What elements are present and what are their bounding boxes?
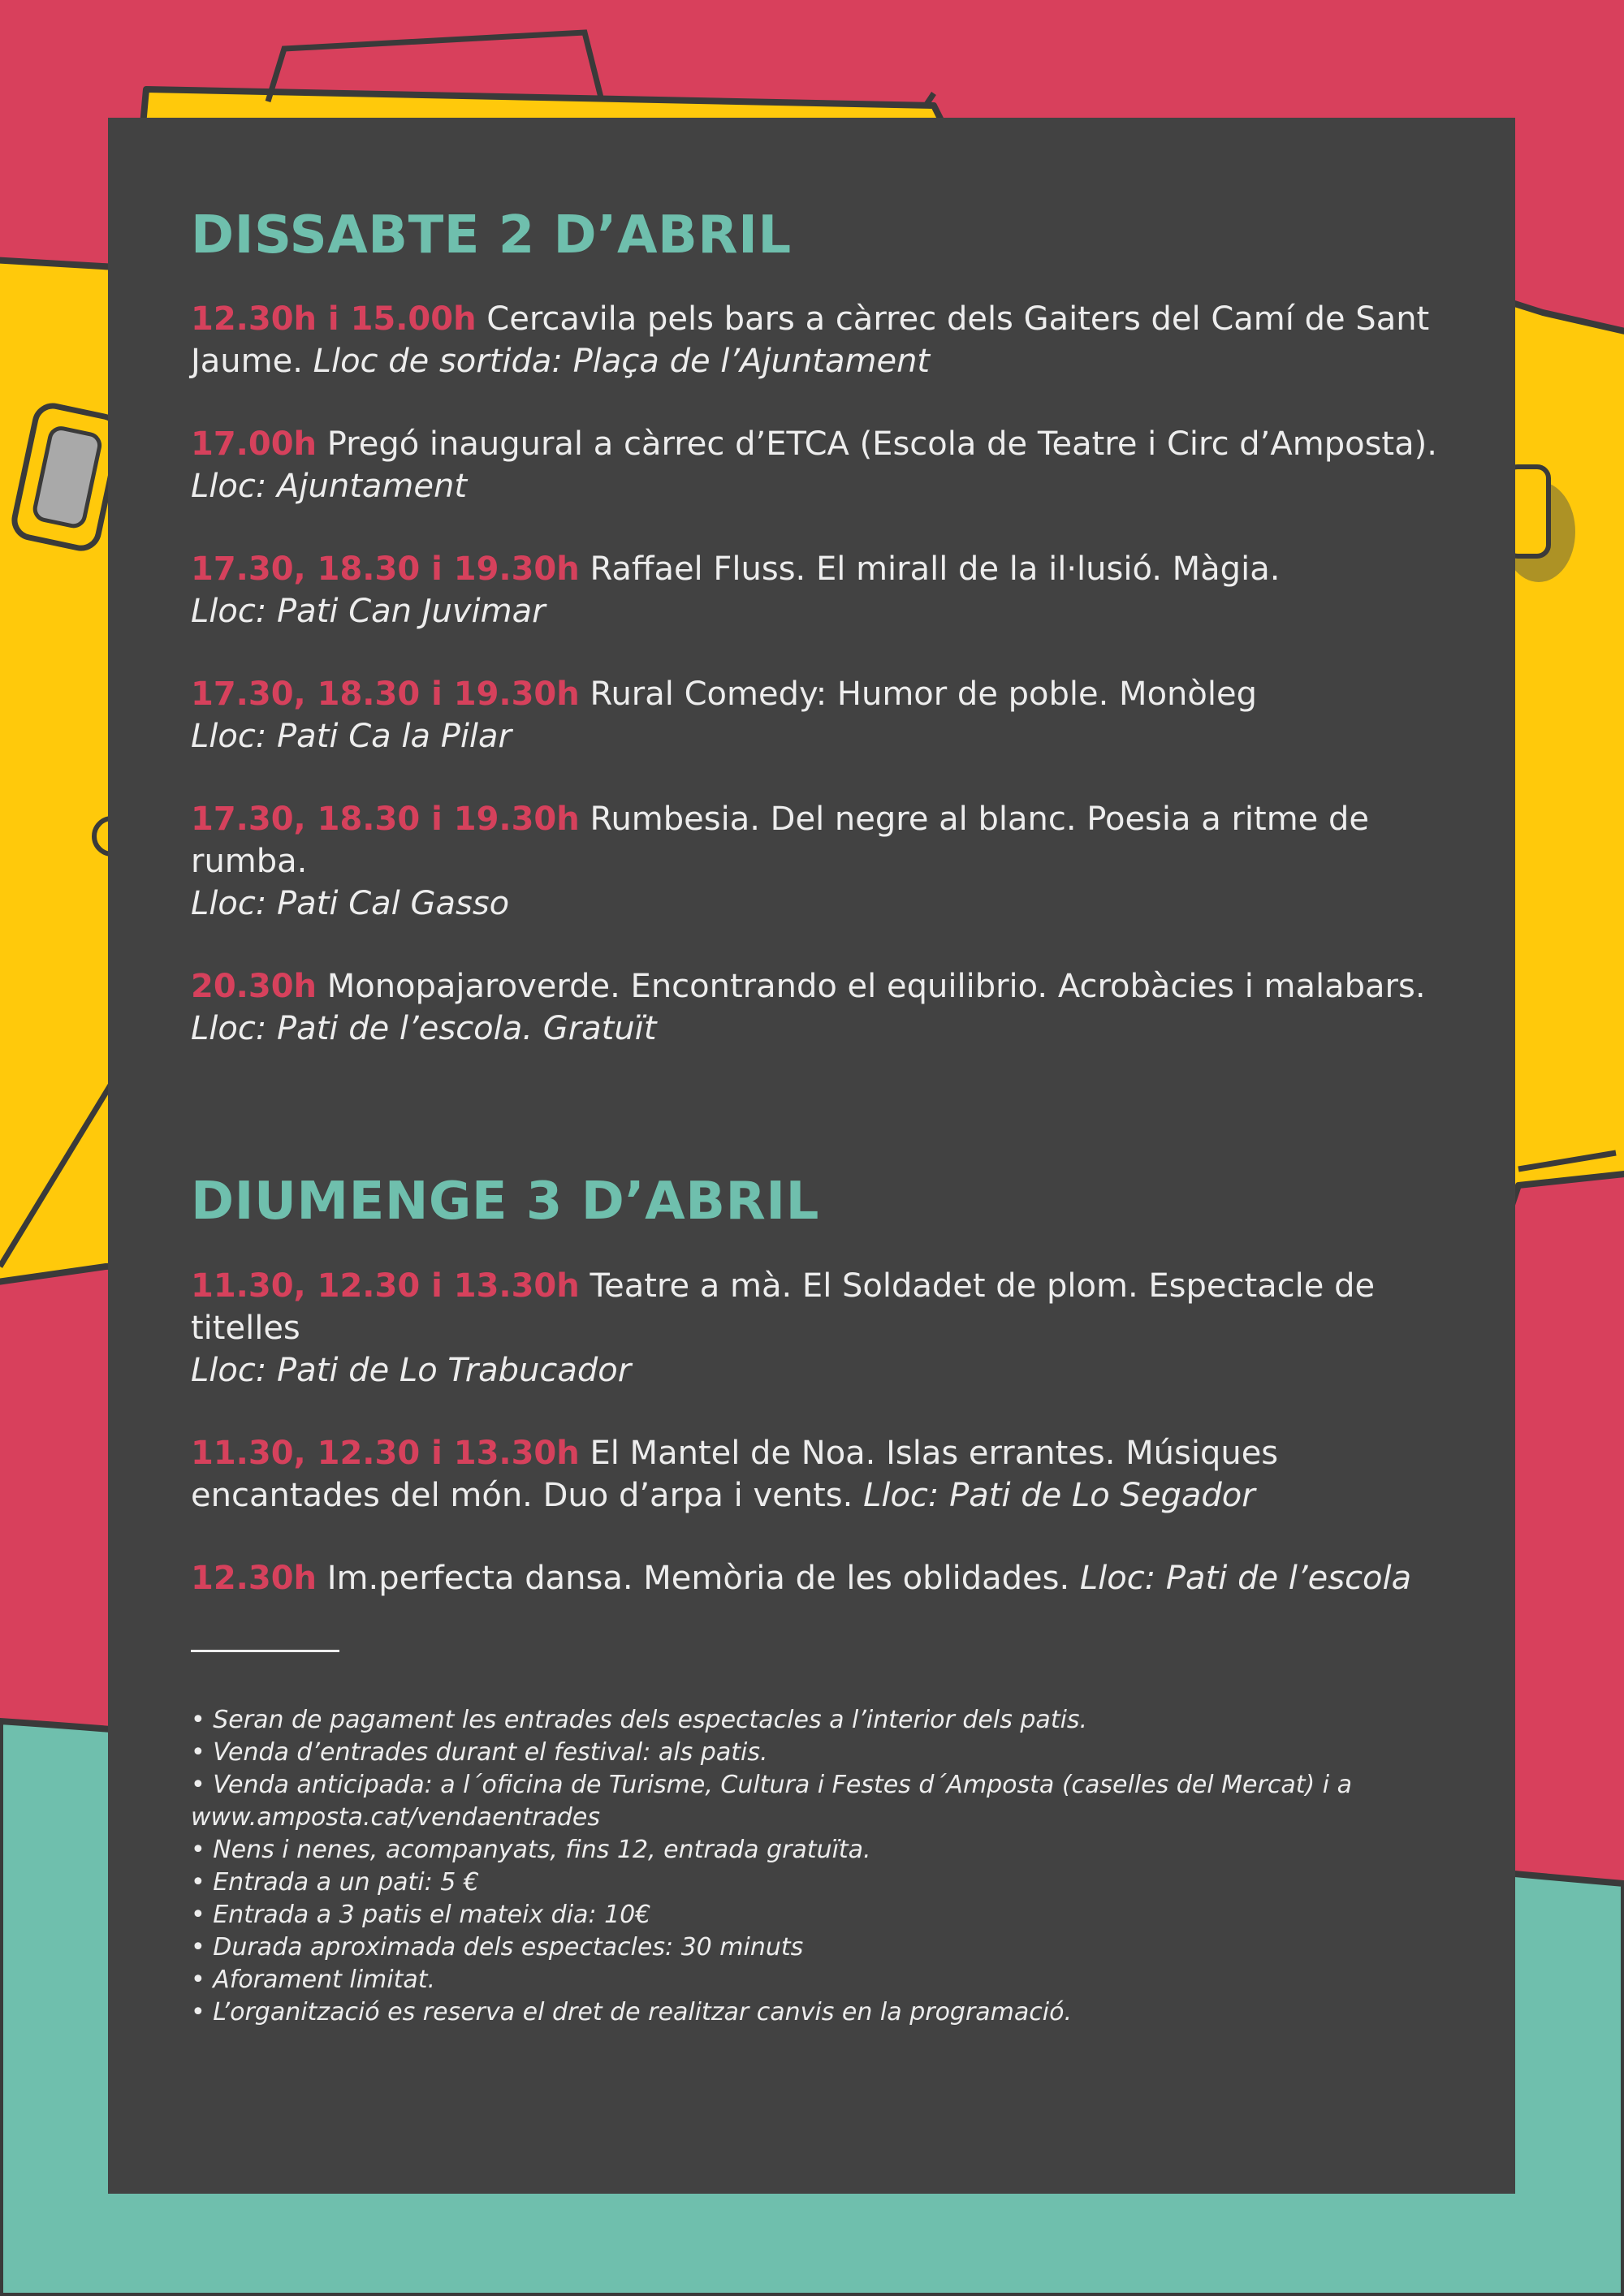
saturday-events [191, 298, 1438, 1050]
event-item [191, 1557, 1438, 1599]
program-panel [108, 118, 1515, 2194]
event-place: Lloc: Pati de Lo Trabucador [191, 1351, 632, 1389]
event-place: Lloc: Pati Can Juvimar [191, 593, 546, 631]
event-place: Lloc: Pati Ca la Pilar [191, 718, 512, 756]
event-place: Lloc: Pati de l’escola. Gratuït [191, 1010, 657, 1048]
event-item [191, 548, 1438, 632]
note-item: • Seran de pagament les entrades dels espectacles a l’interior dels patis. [191, 1705, 1088, 1734]
event-description: Cercavila pels bars a càrrec dels Gaiters del Camí de Sant Jaume. [191, 300, 1430, 381]
event-description: Raffael Fluss. El mirall de la il·lusió. Màgia. [590, 550, 1281, 589]
note-item: • Durada aproximada dels espectacles: 30 minuts [191, 1932, 804, 1962]
event-item [191, 965, 1438, 1050]
event-time: 12.30h [191, 1559, 317, 1597]
sunday-events [191, 1265, 1438, 1599]
event-description: Pregó inaugural a càrrec d’ETCA (Escola de Teatre i Circ d’Amposta). [326, 425, 1437, 464]
note-item: • Venda d’entrades durant el festival: als patis. [191, 1737, 768, 1767]
notes-list [191, 1704, 1438, 2029]
event-description: Monopajaroverde. Encontrando el equilibrio. Acrobàcies i malabars. [326, 968, 1426, 1006]
event-place: Lloc: Pati de l’escola [1079, 1559, 1412, 1597]
event-item [191, 1432, 1438, 1517]
event-description: Teatre a mà. El Soldadet de plom. Espectacle de titelles [191, 1267, 1376, 1347]
event-time: 17.30, 18.30 i 19.30h [191, 801, 580, 839]
event-description: Rumbesia. Del negre al blanc. Poesia a ritme de rumba. [191, 801, 1369, 881]
note-item: • L’organització es reserva el dret de realitzar canvis en la programació. [191, 1997, 1073, 2026]
divider [191, 1650, 339, 1652]
event-description: Im.perfecta dansa. Memòria de les oblidades. [326, 1559, 1070, 1597]
note-item: • Entrada a 3 patis el mateix dia: 10€ [191, 1900, 651, 1929]
event-description: El Mantel de Noa. Islas errantes. Músiques encantades del món. Duo d’arpa i vents. [191, 1434, 1279, 1514]
event-item [191, 1265, 1438, 1392]
note-item: • Entrada a un pati: 5 € [191, 1867, 480, 1897]
event-time: 20.30h [191, 968, 317, 1006]
note-item: • Nens i nenes, acompanyats, fins 12, entrada gratuïta. [191, 1835, 871, 1864]
event-time: 11.30, 12.30 i 13.30h [191, 1434, 580, 1472]
event-item [191, 423, 1438, 507]
event-place: Lloc de sortida: Plaça de l’Ajuntament [313, 343, 931, 381]
event-description: Rural Comedy: Humor de poble. Monòleg [590, 675, 1257, 714]
event-item [191, 298, 1438, 382]
event-place: Lloc: Ajuntament [191, 468, 468, 506]
event-place: Lloc: Pati Cal Gasso [191, 885, 510, 923]
event-item [191, 673, 1438, 757]
event-time: 17.30, 18.30 i 19.30h [191, 550, 580, 589]
event-time: 17.30, 18.30 i 19.30h [191, 675, 580, 714]
note-item: • Venda anticipada: a l´oficina de Turisme, Cultura i Festes d´Amposta (caselles del Mercat) i a www.amposta.cat/vendaentrades [191, 1770, 1352, 1832]
event-place: Lloc: Pati de Lo Segador [863, 1476, 1255, 1514]
event-time: 12.30h i 15.00h [191, 300, 477, 339]
event-time: 11.30, 12.30 i 13.30h [191, 1267, 580, 1305]
note-item: • Aforament limitat. [191, 1965, 436, 1994]
day-title-saturday: DISSABTE 2 D’ABRIL [191, 205, 792, 265]
day-title-sunday: DIUMENGE 3 D’ABRIL [191, 1172, 819, 1232]
event-item [191, 798, 1438, 925]
event-time: 17.00h [191, 425, 317, 464]
